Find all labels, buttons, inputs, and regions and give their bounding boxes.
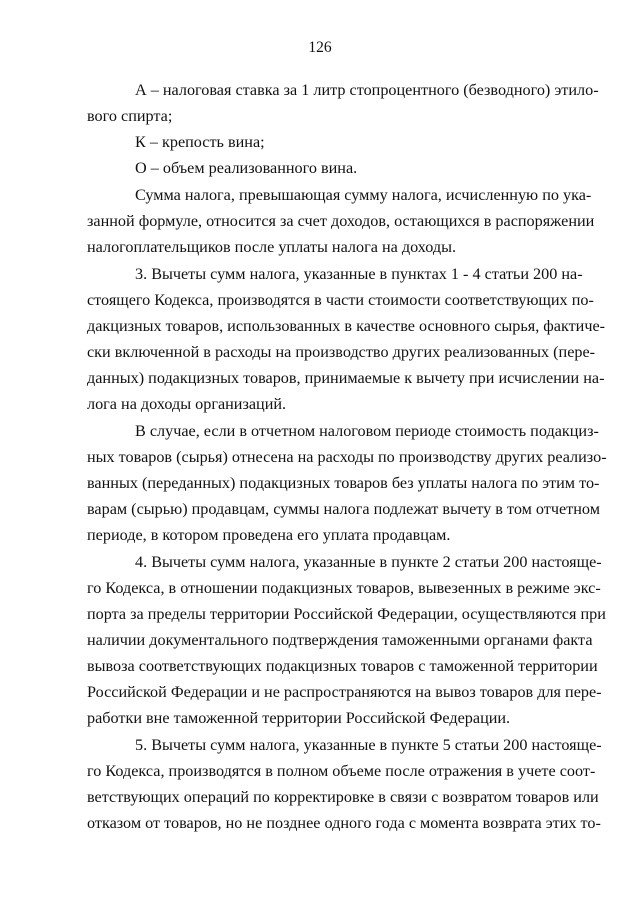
text-line: 4. Вычеты сумм налога, указанные в пункте 2 статьи 200 настояще- — [135, 553, 602, 571]
text-line: ветствующих операций по корректировке в связи с возвратом товаров или — [87, 788, 599, 806]
text-line: варам (сырью) продавцам, суммы налога подлежат вычету в том отчетном — [87, 500, 600, 518]
text-line: наличии документального подтверждения таможенными органами факта — [87, 631, 593, 649]
text-line: порта за пределы территории Российской Федерации, осуществляются при — [87, 605, 606, 623]
text-line: работки вне таможенной территории Российской Федерации. — [87, 709, 511, 727]
text-line: ных товаров (сырья) отнесена на расходы по производству других реализо- — [87, 448, 607, 466]
text-line: периоде, в котором проведена его уплата продавцам. — [87, 526, 451, 544]
text-line: го Кодекса, в отношении подакцизных товаров, вывезенных в режиме экс- — [87, 579, 601, 597]
text-line: А – налоговая ставка за 1 литр стопроцентного (безводного) этило- — [135, 81, 599, 99]
text-line: занной формуле, относится за счет доходов, остающихся в распоряжении — [87, 212, 595, 230]
text-line: В случае, если в отчетном налоговом периоде стоимость подакциз- — [135, 422, 599, 440]
text-line: О – объем реализованного вина. — [135, 159, 358, 177]
text-line: дакцизных товаров, использованных в качестве основного сырья, фактиче- — [87, 317, 606, 335]
text-line: вого спирта; — [87, 107, 173, 125]
text-line: К – крепость вина; — [135, 133, 265, 151]
text-line: 3. Вычеты сумм налога, указанные в пунктах 1 - 4 статьи 200 на- — [135, 265, 583, 283]
text-line: го Кодекса, производятся в полном объеме после отражения в учете соот- — [87, 762, 596, 780]
text-line: 5. Вычеты сумм налога, указанные в пункте 5 статьи 200 настояще- — [135, 736, 602, 754]
text-line: лога на доходы организаций. — [87, 395, 287, 413]
page-number: 126 — [308, 39, 332, 56]
text-line: налогоплательщиков после уплаты налога на доходы. — [87, 238, 457, 256]
text-line: Российской Федерации и не распространяются на вывоз товаров для пере- — [87, 683, 602, 701]
text-line: стоящего Кодекса, производятся в части стоимости соответствующих по- — [87, 291, 594, 309]
text-line: ски включенной в расходы на производство других реализованных (пере- — [87, 343, 596, 361]
text-line: данных) подакцизных товаров, принимаемые к вычету при исчислении на- — [87, 369, 605, 387]
text-line: вывоза соответствующих подакцизных товаров с таможенной территории — [87, 657, 598, 675]
text-line: ванных (переданных) подакцизных товаров без уплаты налога по этим то- — [87, 474, 600, 492]
text-line: Сумма налога, превышающая сумму налога, исчисленную по ука- — [135, 186, 592, 204]
text-line: отказом от товаров, но не позднее одного года с момента возврата этих то- — [87, 814, 601, 832]
